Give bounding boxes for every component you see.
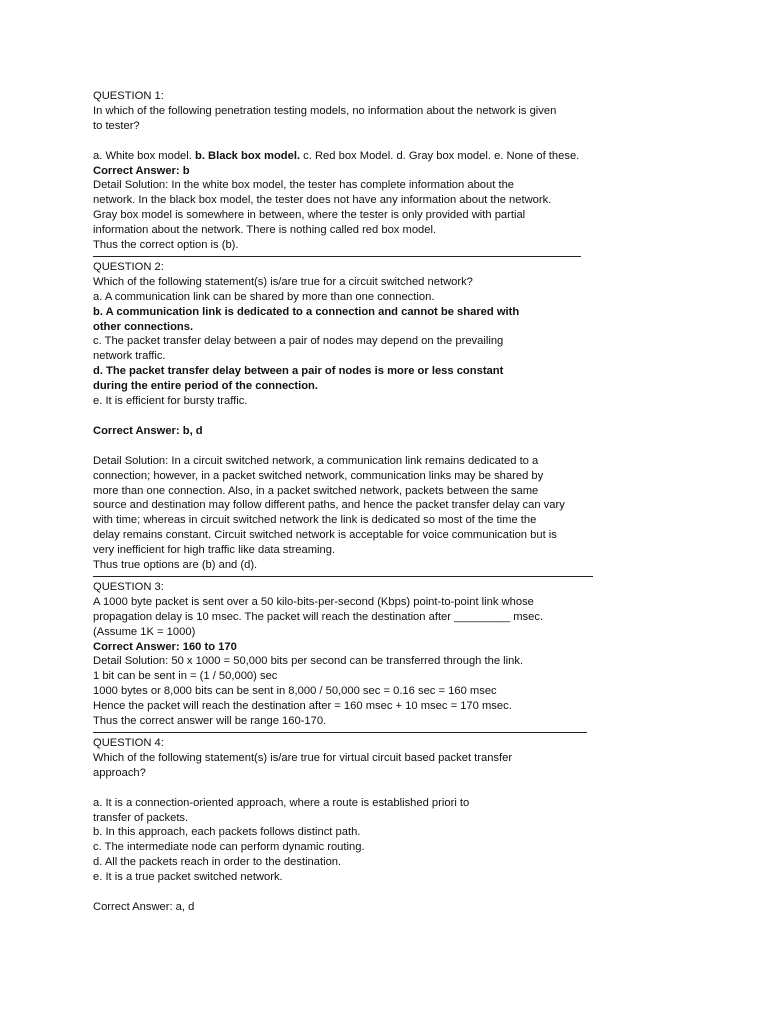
question-4-option-d: d. All the packets reach in order to the destination. xyxy=(93,856,342,869)
separator-rule xyxy=(93,576,593,577)
question-2-solution-line-8: Thus true options are (b) and (d). xyxy=(93,559,258,572)
question-2-option-c-line-1: c. The packet transfer delay between a pair of nodes may depend on the prevailing xyxy=(93,335,504,348)
question-2-option-a: a. A communication link can be shared by more than one connection. xyxy=(93,290,435,303)
question-3-prompt-line-2: propagation delay is 10 msec. The packet will reach the destination after _________ msec. xyxy=(93,610,544,623)
question-4-option-b: b. In this approach, each packets follows distinct path. xyxy=(93,826,361,839)
question-1-solution-line-4: information about the network. There is nothing called red box model. xyxy=(93,224,437,237)
spacer xyxy=(93,781,613,796)
question-3-solution-line-2: 1 bit can be sent in = (1 / 50,000) sec xyxy=(93,670,278,683)
question-3-solution-line-3: 1000 bytes or 8,000 bits can be sent in 8,000 / 50,000 sec = 0.16 sec = 160 msec xyxy=(93,685,497,698)
question-2-option-d-line-2: during the entire period of the connection. xyxy=(93,380,318,393)
question-3-solution-line-1: Detail Solution: 50 x 1000 = 50,000 bits per second can be transferred through the link. xyxy=(93,655,524,668)
question-1-prompt-line-2: to tester? xyxy=(93,119,140,132)
spacer xyxy=(93,439,613,454)
question-2-header: QUESTION 2: xyxy=(93,260,164,273)
spacer xyxy=(93,134,613,149)
question-4-prompt-line-2: approach? xyxy=(93,766,146,779)
document-content xyxy=(93,89,613,915)
question-4-option-a-line-2: transfer of packets. xyxy=(93,811,189,824)
spacer xyxy=(93,885,613,900)
question-1-solution-line-5: Thus the correct option is (b). xyxy=(93,239,239,252)
question-2-solution-line-2: connection; however, in a packet switched network, communication links may be shared by xyxy=(93,469,544,482)
question-4-answer: Correct Answer: a, d xyxy=(93,900,195,913)
question-2-solution-line-3: more than one connection. Also, in a packet switched network, packets between the same xyxy=(93,484,539,497)
question-2-option-c-line-2: network traffic. xyxy=(93,350,166,363)
question-4-option-e: e. It is a true packet switched network. xyxy=(93,871,283,884)
question-2-option-d-line-1: d. The packet transfer delay between a pair of nodes is more or less constant xyxy=(93,365,504,378)
question-2-option-b-line-1: b. A communication link is dedicated to a connection and cannot be shared with xyxy=(93,305,520,318)
separator-rule xyxy=(93,256,581,257)
question-1-solution-line-3: Gray box model is somewhere in between, where the tester is only provided with partial xyxy=(93,209,526,222)
question-3-prompt-line-1: A 1000 byte packet is sent over a 50 kilo-bits-per-second (Kbps) point-to-point link whose xyxy=(93,595,534,608)
question-1-header: QUESTION 1: xyxy=(93,90,164,102)
question-4-header: QUESTION 4: xyxy=(93,737,164,750)
question-3-solution-line-4: Hence the packet will reach the destination after = 160 msec + 10 msec = 170 msec. xyxy=(93,700,512,713)
question-1-solution-line-2: network. In the black box model, the tester does not have any information about the network. xyxy=(93,194,552,207)
question-3-solution-line-5: Thus the correct answer will be range 160-170. xyxy=(93,715,327,728)
question-1-solution-line-1: Detail Solution: In the white box model, the tester has complete information about the xyxy=(93,179,515,192)
spacer xyxy=(93,409,613,424)
question-2-solution-line-5: with time; whereas in circuit switched network the link is dedicated so most of the time the xyxy=(93,514,537,527)
question-3 xyxy=(93,580,613,729)
question-2-option-e: e. It is efficient for bursty traffic. xyxy=(93,395,248,408)
question-4-option-a-line-1: a. It is a connection-oriented approach, where a route is established priori to xyxy=(93,796,470,809)
question-4 xyxy=(93,736,613,915)
question-2-solution-line-4: source and destination may follow different paths, and hence the packet transfer delay can vary xyxy=(93,499,565,512)
question-1-option-a: a. White box model. xyxy=(93,149,192,162)
question-1-prompt-line-1: In which of the following penetration testing models, no information about the network is given xyxy=(93,104,557,117)
question-2 xyxy=(93,260,613,573)
separator-rule xyxy=(93,732,587,733)
question-3-answer: Correct Answer: 160 to 170 xyxy=(93,640,237,653)
question-1-options-rest: c. Red box Model. d. Gray box model. e. None of these. xyxy=(303,149,580,162)
question-3-prompt-line-3: (Assume 1K = 1000) xyxy=(93,625,196,638)
question-2-solution-line-1: Detail Solution: In a circuit switched network, a communication link remains dedicated to a xyxy=(93,454,539,467)
question-1-answer: Correct Answer: b xyxy=(93,164,190,177)
question-2-solution-line-7: very inefficient for high traffic like data streaming. xyxy=(93,544,336,557)
question-1-option-b: b. Black box model. xyxy=(194,149,301,162)
question-4-option-c: c. The intermediate node can perform dynamic routing. xyxy=(93,841,365,854)
question-2-answer: Correct Answer: b, d xyxy=(93,424,203,437)
question-3-header: QUESTION 3: xyxy=(93,580,164,593)
question-2-prompt: Which of the following statement(s) is/are true for a circuit switched network? xyxy=(93,275,473,288)
question-4-prompt-line-1: Which of the following statement(s) is/are true for virtual circuit based packet transfer xyxy=(93,751,513,764)
question-1-options xyxy=(93,149,613,164)
question-2-option-b-line-2: other connections. xyxy=(93,320,194,333)
question-1 xyxy=(93,89,613,253)
question-2-solution-line-6: delay remains constant. Circuit switched network is acceptable for voice communication but is xyxy=(93,529,557,542)
